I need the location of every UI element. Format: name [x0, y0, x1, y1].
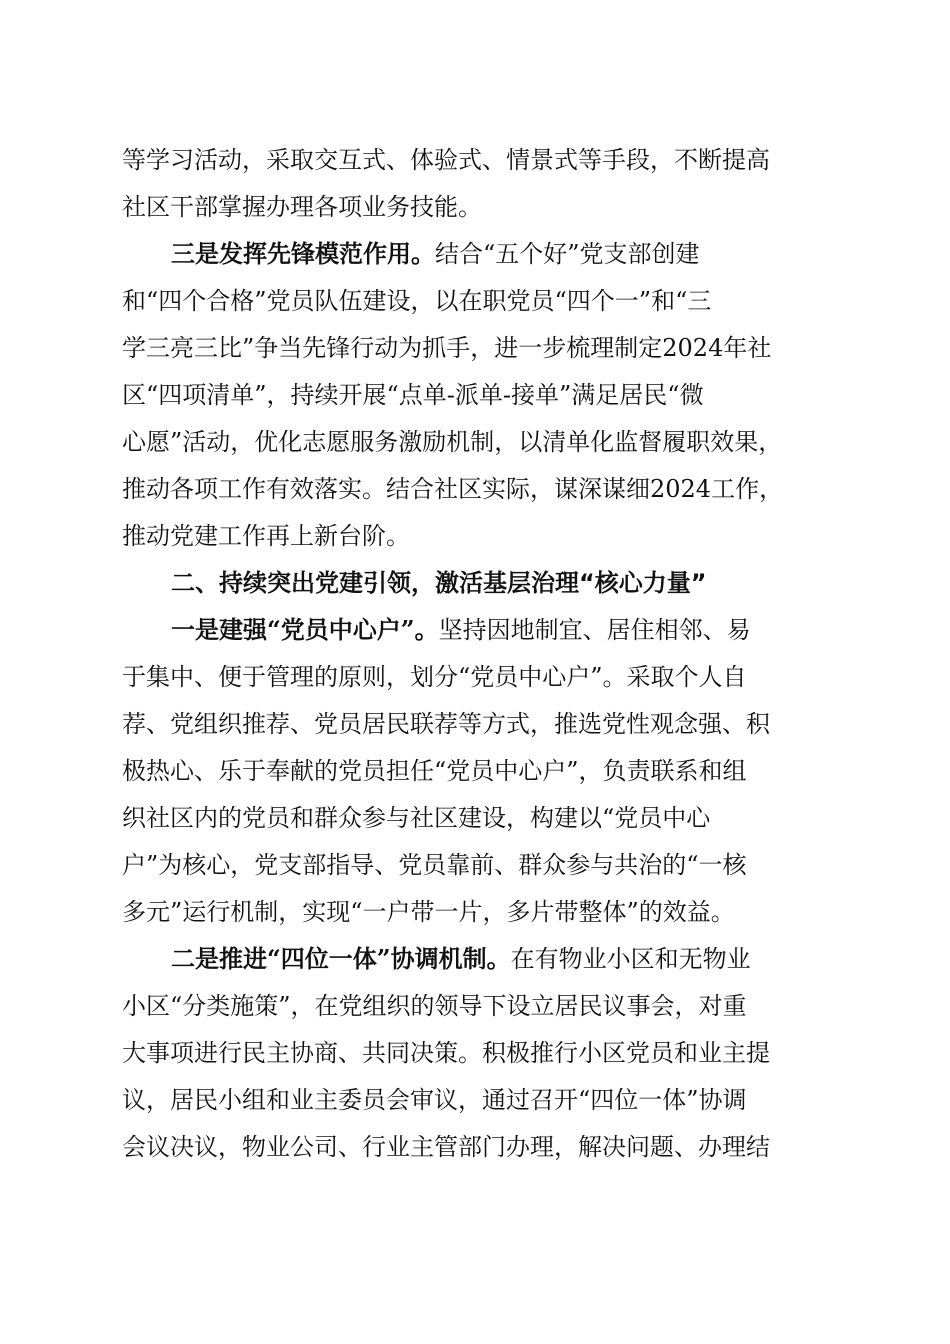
- text-line: 和“四个合格”党员队伍建设，以在职党员“四个一”和“三: [122, 287, 712, 315]
- text-line: 织社区内的党员和群众参与社区建设，构建以“党员中心: [122, 804, 711, 832]
- text-line: 户”为核心，党支部指导、党员靠前、群众参与共治的“一核: [122, 851, 747, 879]
- text-line: 学三亮三比”争当先锋行动为抓手，进一步梳理制定2024年社: [122, 334, 772, 362]
- paragraph-text: 在有物业小区和无物业: [510, 945, 751, 973]
- paragraph-first-line: [171, 613, 751, 647]
- paragraph-lead: 三是发挥先锋模范作用。: [171, 239, 435, 268]
- text-line: 荐、党组织推荐、党员居民联荐等方式，推选党性观念强、积: [122, 710, 770, 738]
- paragraph-lead: 二是推进“四位一体”协调机制。: [171, 944, 511, 973]
- paragraph-first-line: [171, 237, 700, 271]
- text-line: 于集中、便于管理的原则，划分“党员中心户”。采取个人自: [122, 663, 747, 691]
- text-line: 推动各项工作有效落实。结合社区实际，谋深谋细2024工作，: [122, 475, 784, 503]
- section-heading: 二、持续突出党建引领，激活基层治理“核心力量”: [171, 569, 707, 597]
- text-line: 极热心、乐于奉献的党员担任“党员中心户”，负责联系和组: [122, 757, 747, 785]
- text-line: 大事项进行民主协商、共同决策。积极推行小区党员和业主提: [122, 1039, 770, 1067]
- text-line: 心愿”活动，优化志愿服务激励机制，以清单化监督履职效果，: [122, 428, 783, 456]
- text-line: 多元”运行机制，实现“一户带一片，多片带整体”的效益。: [122, 898, 735, 926]
- paragraph-lead: 一是建强“党员中心户”。: [171, 615, 439, 644]
- text-line: 会议决议，物业公司、行业主管部门办理，解决问题、办理结: [122, 1133, 770, 1161]
- paragraph-text: 结合“五个好”党支部创建: [435, 240, 700, 268]
- text-line: 社区干部掌握办理各项业务技能。: [122, 193, 482, 221]
- text-line: 小区“分类施策”，在党组织的领导下设立居民议事会，对重: [122, 992, 747, 1020]
- paragraph-text: 坚持因地制宜、居住相邻、易: [438, 616, 751, 644]
- text-line: 等学习活动，采取交互式、体验式、情景式等手段，不断提高: [122, 146, 770, 174]
- text-line: 议，居民小组和业主委员会审议，通过召开“四位一体”协调: [122, 1086, 747, 1114]
- text-line: 区“四项清单”，持续开展“点单-派单-接单”满足居民“微: [122, 381, 704, 409]
- text-line: 推动党建工作再上新台阶。: [122, 522, 410, 550]
- paragraph-first-line: [171, 942, 751, 976]
